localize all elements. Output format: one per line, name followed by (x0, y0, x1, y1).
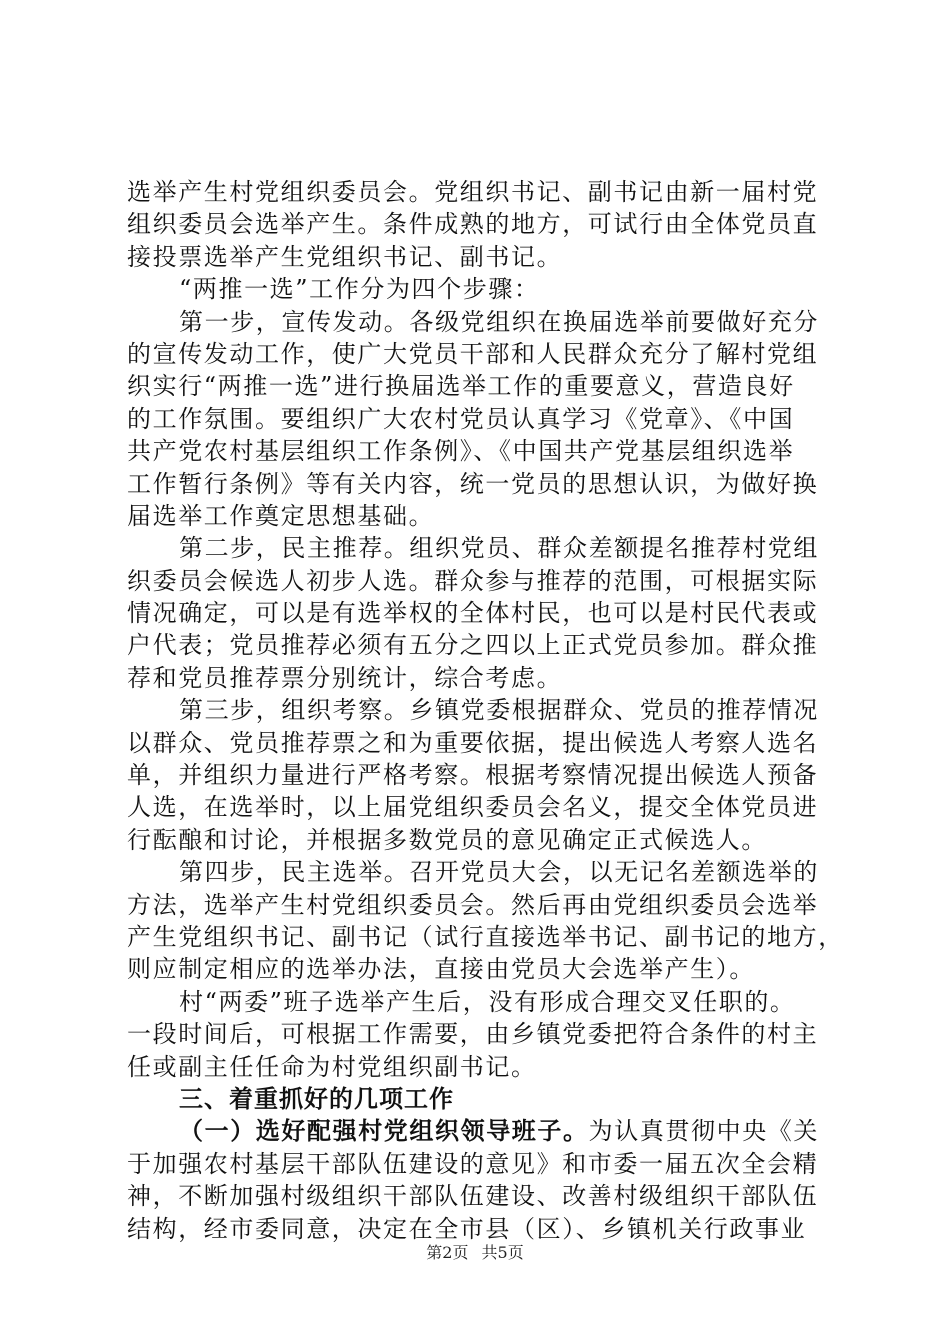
text-line: 工作暂行条例》等有关内容，统一党员的思想认识，为做好换 (127, 469, 819, 498)
text-line: 方法，选举产生村党组织委员会。然后再由党组织委员会选举 (127, 890, 819, 919)
text-line: 于加强农村基层干部队伍建设的意见》和市委一届五次全会精 (127, 1149, 819, 1178)
text-line: 户代表；党员推荐必须有五分之四以上正式党员参加。群众推 (127, 631, 819, 660)
text-line: 共产党农村基层组织工作条例》、《中国共产党基层组织选举 (127, 437, 795, 466)
page-number: 第2页 (426, 1243, 469, 1262)
text-line: “两推一选”工作分为四个步骤： (179, 275, 540, 304)
paragraph-lines (127, 176, 857, 1083)
text-line: 组织委员会选举产生。条件成熟的地方，可试行由全体党员直 (127, 210, 819, 239)
text-line: 选举产生村党组织委员会。党组织书记、副书记由新一届村党 (127, 178, 819, 206)
text-line: 村“两委”班子选举产生后，没有形成合理交叉任职的。 (179, 987, 796, 1016)
tail-lines (127, 1148, 857, 1245)
text-line: 第四步，民主选举。召开党员大会，以无记名差额选举的 (179, 858, 819, 887)
text-line: 结构，经市委同意，决定在全市县（区）、乡镇机关行政事业 (127, 1214, 807, 1243)
text-line: 织委员会候选人初步人选。群众参与推荐的范围，可根据实际 (127, 566, 819, 595)
text-line: 情况确定，可以是有选举权的全体村民，也可以是村民代表或 (127, 599, 819, 628)
sub-heading-line (127, 1115, 857, 1147)
page-footer (0, 1240, 950, 1263)
text-line: 产生党组织书记、副书记（试行直接选举书记、副书记的地方， (127, 922, 844, 951)
text-line: 神，不断加强村级组织干部队伍建设、改善村级组织干部队伍 (127, 1182, 819, 1211)
text-line: 任或副主任任命为村党组织副书记。 (127, 1052, 537, 1081)
text-line: 第二步，民主推荐。组织党员、群众差额提名推荐村党组 (179, 534, 819, 563)
text-line: 织实行“两推一选”进行换届选举工作的重要意义，营造良好 (127, 372, 795, 401)
document-body (127, 176, 857, 1245)
text-line: 第三步，组织考察。乡镇党委根据群众、党员的推荐情况 (179, 696, 819, 725)
sub-heading-rest: 为认真贯彻中央《关 (588, 1117, 820, 1146)
text-line: 行酝酿和讨论，并根据多数党员的意见确定正式候选人。 (127, 825, 767, 854)
text-line: 接投票选举产生党组织书记、副书记。 (127, 242, 563, 271)
text-line: 一段时间后，可根据工作需要，由乡镇党委把符合条件的村主 (127, 1020, 819, 1049)
sub-heading: （一）选好配强村党组织领导班子。 (179, 1117, 589, 1146)
page-total: 共5页 (481, 1243, 524, 1262)
text-line: 届选举工作奠定思想基础。 (127, 501, 435, 530)
text-line: 第一步，宣传发动。各级党组织在换届选举前要做好充分 (179, 307, 819, 336)
section-heading: 三、着重抓好的几项工作 (179, 1084, 454, 1113)
text-line: 的宣传发动工作，使广大党员干部和人民群众充分了解村党组 (127, 339, 819, 368)
text-line: 单，并组织力量进行严格考察。根据考察情况提出候选人预备 (127, 761, 819, 790)
text-line: 的工作氛围。要组织广大农村党员认真学习《党章》、《中国 (127, 404, 795, 433)
text-line: 荐和党员推荐票分别统计，综合考虑。 (127, 663, 563, 692)
text-line: 以群众、党员推荐票之和为重要依据，提出候选人考察人选名 (127, 728, 819, 757)
text-line: 人选，在选举时，以上届党组织委员会名义，提交全体党员进 (127, 793, 819, 822)
text-line: 则应制定相应的选举办法，直接由党员大会选举产生）。 (127, 955, 755, 984)
